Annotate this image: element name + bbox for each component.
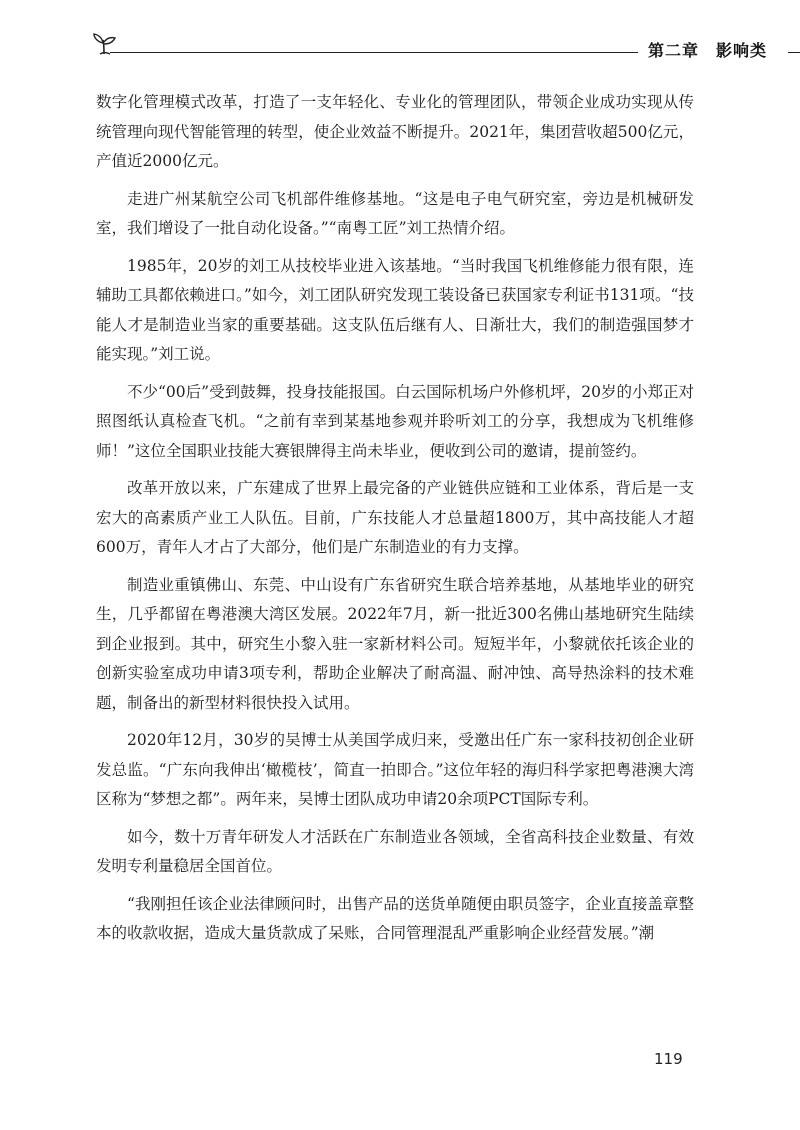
paragraph: 走进广州某航空公司飞机部件维修基地。“这是电子电气研究室，旁边是机械研发室，我们增设了一批自动化设备。”“南粤工匠”刘工热情介绍。	[96, 189, 694, 237]
page-number: 119	[654, 1050, 683, 1068]
header-rule-right	[788, 52, 800, 53]
sprout-icon	[90, 32, 120, 62]
paragraph: 不少“00后”受到鼓舞，投身技能报国。白云国际机场户外修机坪，20岁的小郑正对照图纸认真检查飞机。“之前有幸到某基地参观并聆听刘工的分享，我想成为飞机维修师！”这位全国职业技能大赛银牌得主尚未毕业，便收到公司的邀请，提前签约。	[96, 382, 694, 460]
chapter-title: 第二章 影响类	[648, 41, 768, 60]
paragraph: 1985年，20岁的刘工从技校毕业进入该基地。“当时我国飞机维修能力很有限，连辅助工具都依赖进口。”如今，刘工团队研究发现工装设备已获国家专利证书131项。“技能人才是制造业当家的重要基础。这支队伍后继有人、日渐壮大，我们的制造强国梦才能实现。”刘工说。	[96, 256, 694, 363]
header-rule-left	[110, 52, 638, 53]
paragraph: “我刚担任该企业法律顾问时，出售产品的送货单随便由职员签字，企业直接盖章整本的收款收据，造成大量货款成了呆账，合同管理混乱严重影响企业经营发展。”潮	[96, 894, 694, 942]
running-header	[90, 32, 780, 66]
paragraph: 2020年12月，30岁的吴博士从美国学成归来，受邀出任广东一家科技初创企业研发总监。“广东向我伸出‘橄榄枝’，简直一拍即合。”这位年轻的海归科学家把粤港澳大湾区称为“梦想之都”。两年来，吴博士团队成功申请20余项PCT国际专利。	[96, 731, 694, 808]
paragraph-continued: 数字化管理模式改革，打造了一支年轻化、专业化的管理团队，带领企业成功实现从传统管理向现代智能管理的转型，使企业效益不断提升。2021年，集团营收超500亿元，产值近2000亿元。	[96, 93, 694, 170]
paragraph: 改革开放以来，广东建成了世界上最完备的产业链供应链和工业体系，背后是一支宏大的高素质产业工人队伍。目前，广东技能人才总量超1800万，其中高技能人才超600万，青年人才占了大部分，他们是广东制造业的有力支撑。	[96, 479, 694, 556]
paragraph: 如今，数十万青年研发人才活跃在广东制造业各领域，全省高科技企业数量、有效发明专利量稳居全国首位。	[96, 827, 694, 875]
paragraph: 制造业重镇佛山、东莞、中山设有广东省研究生联合培养基地，从基地毕业的研究生，几乎都留在粤港澳大湾区发展。2022年7月，新一批近300名佛山基地研究生陆续到企业报到。其中，研究生小黎入驻一家新材料公司。短短半年，小黎就依托该企业的创新实验室成功申请3项专利，帮助企业解决了耐高温、耐冲蚀、高导热涂料的技术难题，制备出的新型材料很快投入试用。	[96, 575, 694, 712]
body-text	[96, 88, 694, 957]
